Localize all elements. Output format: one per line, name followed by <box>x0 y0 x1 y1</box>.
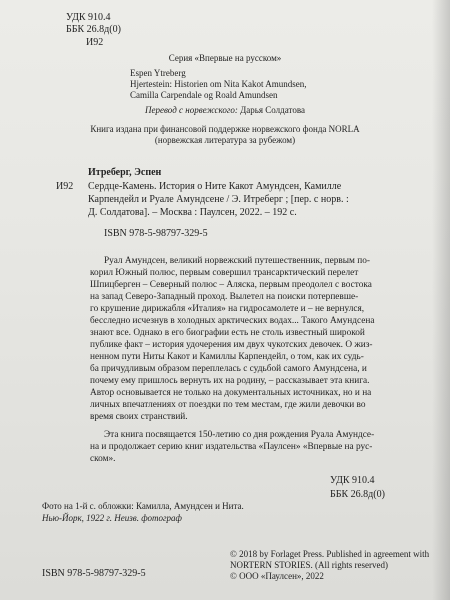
original-title-line1: Hjertestein: Historien om Nita Kakot Amundsen, <box>130 79 307 89</box>
series-title: Серия «Впервые на русском» <box>168 53 282 63</box>
annotation-line: ненном пути Ниты Какот и Камиллы Карпендейл, о том, как их судь- <box>90 352 364 362</box>
dedication-line: ском». <box>90 454 116 464</box>
copyright-line2: NORTERN STORIES. (All rights reserved) <box>230 560 389 570</box>
bbk-top: ББК 26.8д(0) <box>66 24 121 35</box>
annotation-line: публике факт – история удочерения им двух чукотских девочек. О жиз- <box>90 340 373 350</box>
annotation-line: почему ему пришлось вернуть их на родину, – рассказывает эта книга. <box>90 376 370 386</box>
annotation-line: на запад Северо-Западный проход. Вылетел на поиски потерпевше- <box>90 292 359 302</box>
card-line: Сердце-Камень. История о Ните Какот Амундсен, Камилле <box>88 181 342 192</box>
annotation-line: личных впечатлениях от поездки по тем местам, где жили девочки во <box>90 400 366 410</box>
annotation-line: Шпицберген – Северный полюс – Аляска, первым преодолел с востока <box>90 280 372 290</box>
author-code-top: И92 <box>86 37 104 48</box>
card-line: Карпендейл и Руале Амундсене / Э. Итреберг ; [пер. с норв. : <box>88 194 349 205</box>
copyright-line3: © ООО «Паулсен», 2022 <box>230 571 324 581</box>
annotation-line: ба причудливым образом переплелась с судьбой самого Амундсена, и <box>90 364 367 374</box>
card-code: И92 <box>56 181 74 192</box>
annotation-line: время своих странствий. <box>90 412 188 422</box>
annotation-line: бесследно исчезнув в холодных арктических водах... Такого Амундсена <box>90 316 375 326</box>
original-author: Espen Ytreberg <box>130 68 186 78</box>
isbn-main: ISBN 978-5-98797-329-5 <box>104 228 208 239</box>
dedication-line: на и продолжает серию книг издательства «Паулсен» «Впервые на рус- <box>90 442 373 452</box>
udk-top: УДК 910.4 <box>66 12 111 23</box>
photo-credit-line1: Фото на 1-й с. обложки: Камилла, Амундсен и Нита. <box>42 501 244 511</box>
page-edge-shadow <box>432 0 450 600</box>
annotation-line: Руал Амундсен, великий норвежский путешественник, первым по- <box>104 256 370 266</box>
card-author: Итреберг, Эспен <box>88 167 162 178</box>
annotation-line: знают все. Однако в его биографии есть не столь известный широкой <box>90 328 365 338</box>
annotation-line: Автор основывается не только на документальных источниках, но и на <box>90 388 372 398</box>
bbk-bottom: ББК 26.8д(0) <box>330 489 385 500</box>
translator-name: Дарья Солдатова <box>240 105 305 115</box>
translation-label: Перевод с норвежского: <box>145 105 238 115</box>
card-line: Д. Солдатова]. – Москва : Паулсен, 2022. – 192 с. <box>88 207 297 218</box>
funding-line1: Книга издана при финансовой поддержке норвежского фонда NORLA <box>90 124 360 134</box>
translation-credit <box>0 105 450 116</box>
annotation-line: го крушение дирижабля «Италия» на гидросамолете и – не вернулся, <box>90 304 365 314</box>
photo-credit-line2: Нью-Йорк, 1922 г. Неизв. фотограф <box>42 513 182 523</box>
funding-line2: (норвежская литература за рубежом) <box>154 135 296 145</box>
original-title-line2: Camilla Carpendale og Roald Amundsen <box>130 90 278 100</box>
dedication-line: Эта книга посвящается 150-летию со дня рождения Руала Амундсе- <box>104 430 375 440</box>
udk-bottom: УДК 910.4 <box>330 475 375 486</box>
copyright-line1: © 2018 by Forlaget Press. Published in agreement with <box>230 549 430 559</box>
annotation-line: корил Южный полюс, первым совершил трансарктический перелет <box>90 268 359 278</box>
isbn-bottom: ISBN 978-5-98797-329-5 <box>42 568 146 579</box>
